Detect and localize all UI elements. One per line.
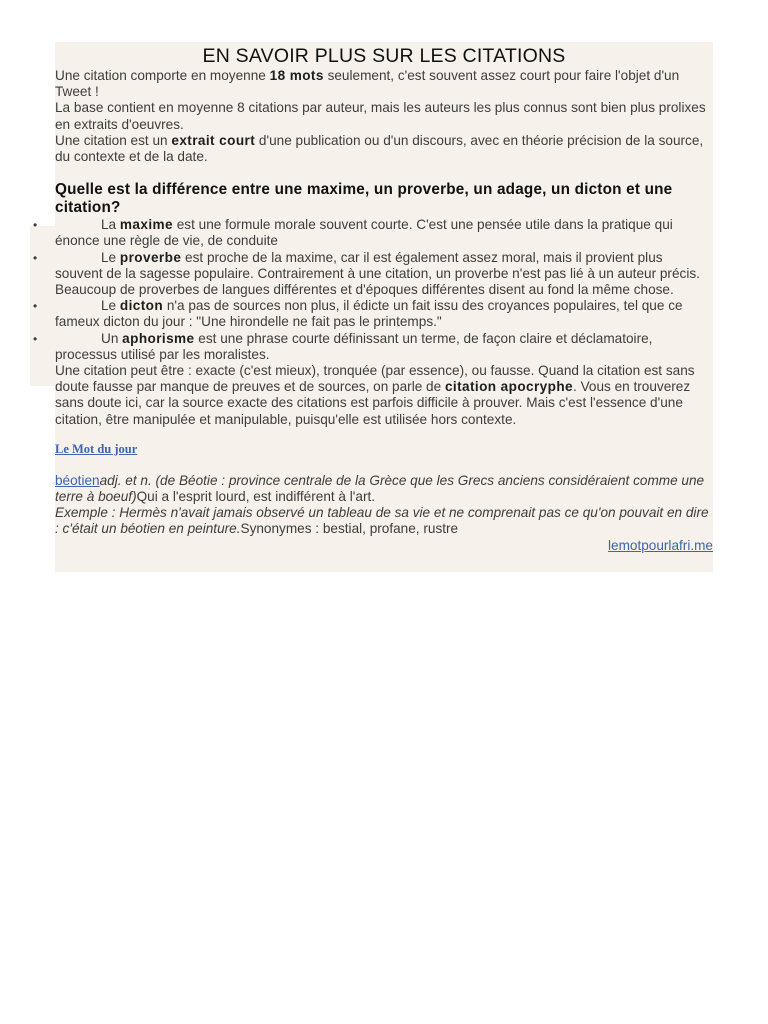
term-dicton: dicton <box>119 298 164 314</box>
outro-paragraph <box>55 363 713 428</box>
word-synonyms: Synonymes : bestial, profane, rustre <box>240 521 459 537</box>
word-example-line <box>55 505 713 537</box>
bullet-icon: • <box>33 299 38 314</box>
intro-section <box>55 68 713 165</box>
list-item-aphorisme <box>33 330 713 363</box>
highlight-18-mots: 18 mots <box>269 68 324 83</box>
definition-text: est une formule morale souvent courte. C'est une pensée utile dans la pratique qui énonce une règle de vie, de conduite <box>55 217 673 249</box>
source-link[interactable]: lemotpourlafri.me <box>607 537 713 553</box>
list-item-maxime <box>33 217 713 249</box>
page-title: EN SAVOIR PLUS SUR LES CITATIONS <box>202 45 566 67</box>
term-aphorisme: aphorisme <box>122 330 195 346</box>
intro-text: seulement, c'est souvent assez court pour faire l'objet d'un Tweet ! <box>55 68 680 100</box>
bullet-icon: • <box>33 250 38 265</box>
definition-text: n'a pas de sources non plus, il édicte un fait issu des croyances populaires, tel que ce fameux dicton du jour : "Une hirondelle ne fait pas le printemps." <box>55 298 683 330</box>
citations-info-panel <box>33 42 713 572</box>
definition-article: Un <box>101 330 123 346</box>
mot-du-jour-link[interactable]: Le Mot du jour <box>55 441 138 456</box>
intro-text: Une citation comporte en moyenne <box>55 68 270 83</box>
definitions-list <box>33 217 713 363</box>
definition-article: La <box>101 217 120 233</box>
word-definition <box>55 473 713 505</box>
definition-text: est proche de la maxime, car il est également assez moral, mais il provient plus souvent de la sagesse populaire. Contrairement à une citation, un proverbe n'est pas lié à un auteur précis. Beaucoup de proverbes de langues différentes et d'époques différentes disent au fond la même chose. <box>55 249 700 298</box>
word-link-beotien[interactable]: béotien <box>55 472 100 488</box>
intro-definition <box>55 133 713 165</box>
section-heading-difference: Quelle est la différence entre une maxime, un proverbe, un adage, un dicton et une citation? <box>55 181 673 217</box>
term-maxime: maxime <box>119 217 173 233</box>
word-of-day-section <box>55 473 713 554</box>
term-proverbe: proverbe <box>119 249 182 265</box>
outro-text: . Vous en trouverez sans doute ici, car la source exacte des citations est parfois difficile à prouver. Mais c'est l'essence d'une citation, être manipulée et manipulable, puisqu'elle est utilisée hors contexte. <box>55 379 691 427</box>
intro-text: d'une publication ou d'un discours, avec en théorie précision de la source, du contexte et de la date. <box>55 132 704 165</box>
list-item-proverbe <box>33 249 713 299</box>
definition-article: Le <box>101 249 120 265</box>
source-line <box>55 538 713 554</box>
bullet-icon: • <box>33 218 38 233</box>
word-meaning: Qui a l'esprit lourd, est indifférent à l'art. <box>136 489 376 505</box>
word-example: Exemple : Hermès n'avait jamais observé un tableau de sa vie et ne comprenait pas ce qu'on pouvait en dire : c'était un béotien en peinture. <box>55 505 709 537</box>
highlight-citation-apocryphe: citation apocryphe <box>444 379 574 395</box>
highlight-extrait-court: extrait court <box>171 132 256 148</box>
bullet-icon: • <box>33 331 38 346</box>
word-etymology: adj. et n. (de Béotie : province centrale de la Grèce que les Grecs anciens considéraient comme une terre à boeuf) <box>55 472 705 505</box>
intro-average-words <box>55 68 713 100</box>
intro-average-citations: La base contient en moyenne 8 citations par auteur, mais les auteurs les plus connus sont bien plus prolixes en extraits d'oeuvres. <box>55 100 706 132</box>
outro-text: Une citation peut être : exacte (c'est mieux), tronquée (par essence), ou fausse. Quand la citation est sans doute fausse par manque de preuves et de sources, on parle de <box>55 363 695 395</box>
definition-text: est une phrase courte définissant un terme, de façon claire et déclamatoire, processus utilisé par les moralistes. <box>55 330 653 362</box>
definition-article: Le <box>101 298 120 314</box>
list-item-dicton <box>33 298 713 330</box>
intro-text: Une citation est un <box>55 132 172 148</box>
